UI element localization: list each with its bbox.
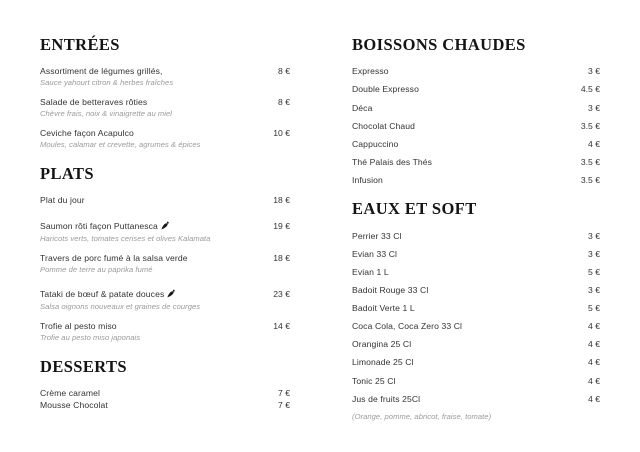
menu-item-name-wrap bbox=[40, 216, 169, 234]
menu-item-price: 19 € bbox=[273, 220, 290, 231]
menu-item-name: Chocolat Chaud bbox=[352, 120, 416, 131]
menu-item[interactable] bbox=[352, 139, 600, 151]
menu-item-price: 3 € bbox=[588, 285, 600, 296]
menu-item[interactable] bbox=[40, 128, 290, 150]
menu-section-boissons-chaudes bbox=[352, 36, 600, 186]
menu-item-price: 5 € bbox=[588, 266, 600, 277]
section-items-eaux-et-soft bbox=[352, 231, 600, 421]
menu-item-description: Chèvre frais, noix & vinaigrette au miel bbox=[40, 108, 172, 118]
section-title-boissons-chaudes: BOISSONS CHAUDES bbox=[352, 35, 526, 54]
menu-column-left bbox=[40, 36, 290, 452]
menu-item-price: 18 € bbox=[273, 195, 290, 206]
menu-item[interactable] bbox=[352, 66, 600, 78]
menu-item-name-wrap bbox=[40, 284, 175, 302]
menu-item[interactable] bbox=[40, 195, 290, 207]
menu-item-price: 3.5 € bbox=[580, 174, 600, 185]
menu-item-price: 7 € bbox=[278, 388, 290, 399]
menu-item-price: 14 € bbox=[273, 321, 290, 332]
menu-item-name: Jus de fruits 25Cl bbox=[352, 393, 421, 404]
menu-section-plats bbox=[40, 153, 290, 344]
menu-item[interactable] bbox=[352, 357, 600, 369]
menu-item-price: 8 € bbox=[278, 66, 290, 77]
menu-item-name: Saumon rôti façon Puttanesca bbox=[40, 220, 158, 231]
menu-item[interactable] bbox=[352, 303, 600, 315]
menu-item-name: Double Expresso bbox=[352, 84, 419, 95]
menu-item-row bbox=[40, 321, 290, 333]
menu-item-price: 23 € bbox=[273, 288, 290, 299]
menu-item-description: Pomme de terre au paprika fumé bbox=[40, 264, 153, 274]
menu-item-price: 4.5 € bbox=[580, 84, 600, 95]
menu-item[interactable] bbox=[352, 376, 600, 388]
menu-item-name: Assortiment de légumes grillés, bbox=[40, 66, 163, 77]
menu-item[interactable] bbox=[40, 97, 290, 119]
menu-item-row bbox=[40, 284, 290, 302]
menu-item-price: 18 € bbox=[273, 253, 290, 263]
menu-item-name: Badoit Verte 1 L bbox=[352, 303, 415, 314]
menu-item-name: Déca bbox=[352, 102, 373, 113]
menu-item[interactable] bbox=[352, 249, 600, 261]
menu-item-price: 8 € bbox=[278, 97, 290, 108]
menu-item-name: Limonade 25 Cl bbox=[352, 357, 414, 368]
section-title-desserts: DESSERTS bbox=[40, 356, 127, 376]
menu-item-price: 3 € bbox=[588, 230, 600, 241]
section-items-entrees bbox=[40, 66, 290, 150]
menu-item[interactable] bbox=[40, 321, 290, 343]
menu-item[interactable] bbox=[40, 216, 290, 244]
menu-item-price: 7 € bbox=[278, 399, 290, 410]
menu-item[interactable] bbox=[352, 339, 600, 351]
menu-item-name: Ceviche façon Acapulco bbox=[40, 128, 134, 138]
menu-item-name: Thé Palais des Thés bbox=[352, 156, 433, 167]
menu-item-name: Coca Cola, Coca Zero 33 Cl bbox=[352, 321, 463, 332]
menu-item-description: Salsa oignons nouveaux et graines de courges bbox=[40, 301, 201, 311]
menu-item[interactable] bbox=[352, 285, 600, 297]
menu-item[interactable] bbox=[352, 175, 600, 187]
menu-item-name: Cappuccino bbox=[352, 138, 399, 149]
menu-item[interactable] bbox=[40, 400, 290, 412]
menu-item[interactable] bbox=[352, 103, 600, 115]
menu-item-name: Travers de porc fumé à la salsa verde bbox=[40, 253, 188, 263]
menu-item-name: Expresso bbox=[352, 66, 389, 77]
menu-item[interactable] bbox=[352, 394, 600, 406]
menu-item-row bbox=[40, 388, 290, 400]
menu-item-price: 5 € bbox=[588, 303, 600, 314]
section-title-plats: PLATS bbox=[40, 163, 94, 183]
menu-item-price: 4 € bbox=[588, 339, 600, 350]
menu-item[interactable] bbox=[352, 231, 600, 243]
menu-item[interactable] bbox=[352, 157, 600, 169]
juice-flavors-note: (Orange, pomme, abricot, fraise, tomate) bbox=[352, 411, 492, 421]
menu-item-row bbox=[40, 66, 290, 78]
menu-section-desserts bbox=[40, 346, 290, 412]
menu-item-description: Haricots verts, tomates cerises et olives Kalamata bbox=[40, 233, 211, 243]
menu-item-name: Evian 1 L bbox=[352, 266, 389, 277]
menu-item-name: Tataki de bœuf & patate douces bbox=[40, 288, 165, 299]
menu-item-price: 3 € bbox=[588, 66, 600, 77]
menu-item-row bbox=[40, 128, 290, 140]
section-items-plats bbox=[40, 195, 290, 343]
menu-item-name: Trofie al pesto miso bbox=[40, 321, 117, 332]
menu-item-name: Mousse Chocolat bbox=[40, 399, 108, 410]
menu-item-name: Evian 33 Cl bbox=[352, 248, 398, 259]
menu-item[interactable] bbox=[40, 388, 290, 400]
menu-item-name: Plat du jour bbox=[40, 195, 85, 206]
menu-item[interactable] bbox=[352, 267, 600, 279]
menu-item-price: 3.5 € bbox=[580, 156, 600, 167]
menu-section-eaux-et-soft bbox=[352, 188, 600, 420]
section-title-eaux-et-soft: EAUX ET SOFT bbox=[352, 199, 477, 219]
menu-item-name: Orangina 25 Cl bbox=[352, 339, 412, 350]
menu-item-row bbox=[40, 97, 290, 109]
menu-item-price: 4 € bbox=[588, 321, 600, 332]
chili-pepper-icon bbox=[167, 289, 175, 298]
menu-item-name: Perrier 33 Cl bbox=[352, 230, 402, 241]
menu-item-description: Sauce yahourt citron & herbes fraîches bbox=[40, 77, 174, 87]
menu-item-price: 10 € bbox=[273, 128, 290, 138]
menu-item-price: 3.5 € bbox=[580, 120, 600, 131]
menu-item-name: Infusion bbox=[352, 174, 383, 185]
menu-item-price: 4 € bbox=[588, 393, 600, 404]
section-items-boissons-chaudes bbox=[352, 66, 600, 186]
menu-item-description: Moules, calamar et crevette, agrumes & épices bbox=[40, 139, 201, 149]
menu-item-row bbox=[40, 400, 290, 412]
menu-item[interactable] bbox=[352, 84, 600, 96]
menu-item-description: Trofie au pesto miso japonais bbox=[40, 332, 141, 342]
chili-pepper-icon bbox=[161, 221, 169, 230]
section-items-desserts bbox=[40, 388, 290, 411]
menu-item[interactable] bbox=[40, 66, 290, 88]
menu-item-price: 3 € bbox=[588, 248, 600, 259]
menu-item-price: 4 € bbox=[588, 138, 600, 149]
menu-item-row bbox=[40, 195, 290, 207]
section-title-entrees: ENTRÉES bbox=[40, 35, 120, 54]
menu-item-price: 4 € bbox=[588, 375, 600, 386]
menu-section-entrees bbox=[40, 36, 290, 151]
menu-item[interactable] bbox=[40, 284, 290, 312]
menu-item-row bbox=[40, 253, 290, 265]
menu-item-name: Crème caramel bbox=[40, 388, 101, 399]
menu-item-name: Salade de betteraves rôties bbox=[40, 97, 148, 108]
menu-item-name: Tonic 25 Cl bbox=[352, 375, 396, 386]
menu-item-row bbox=[40, 216, 290, 234]
menu-item-price: 3 € bbox=[588, 102, 600, 113]
menu-column-right bbox=[352, 36, 600, 452]
menu-item[interactable] bbox=[352, 321, 600, 333]
menu-item-name: Badoit Rouge 33 Cl bbox=[352, 285, 429, 296]
menu-item[interactable] bbox=[352, 121, 600, 133]
menu-item-price: 4 € bbox=[588, 357, 600, 368]
menu-item[interactable] bbox=[40, 253, 290, 275]
